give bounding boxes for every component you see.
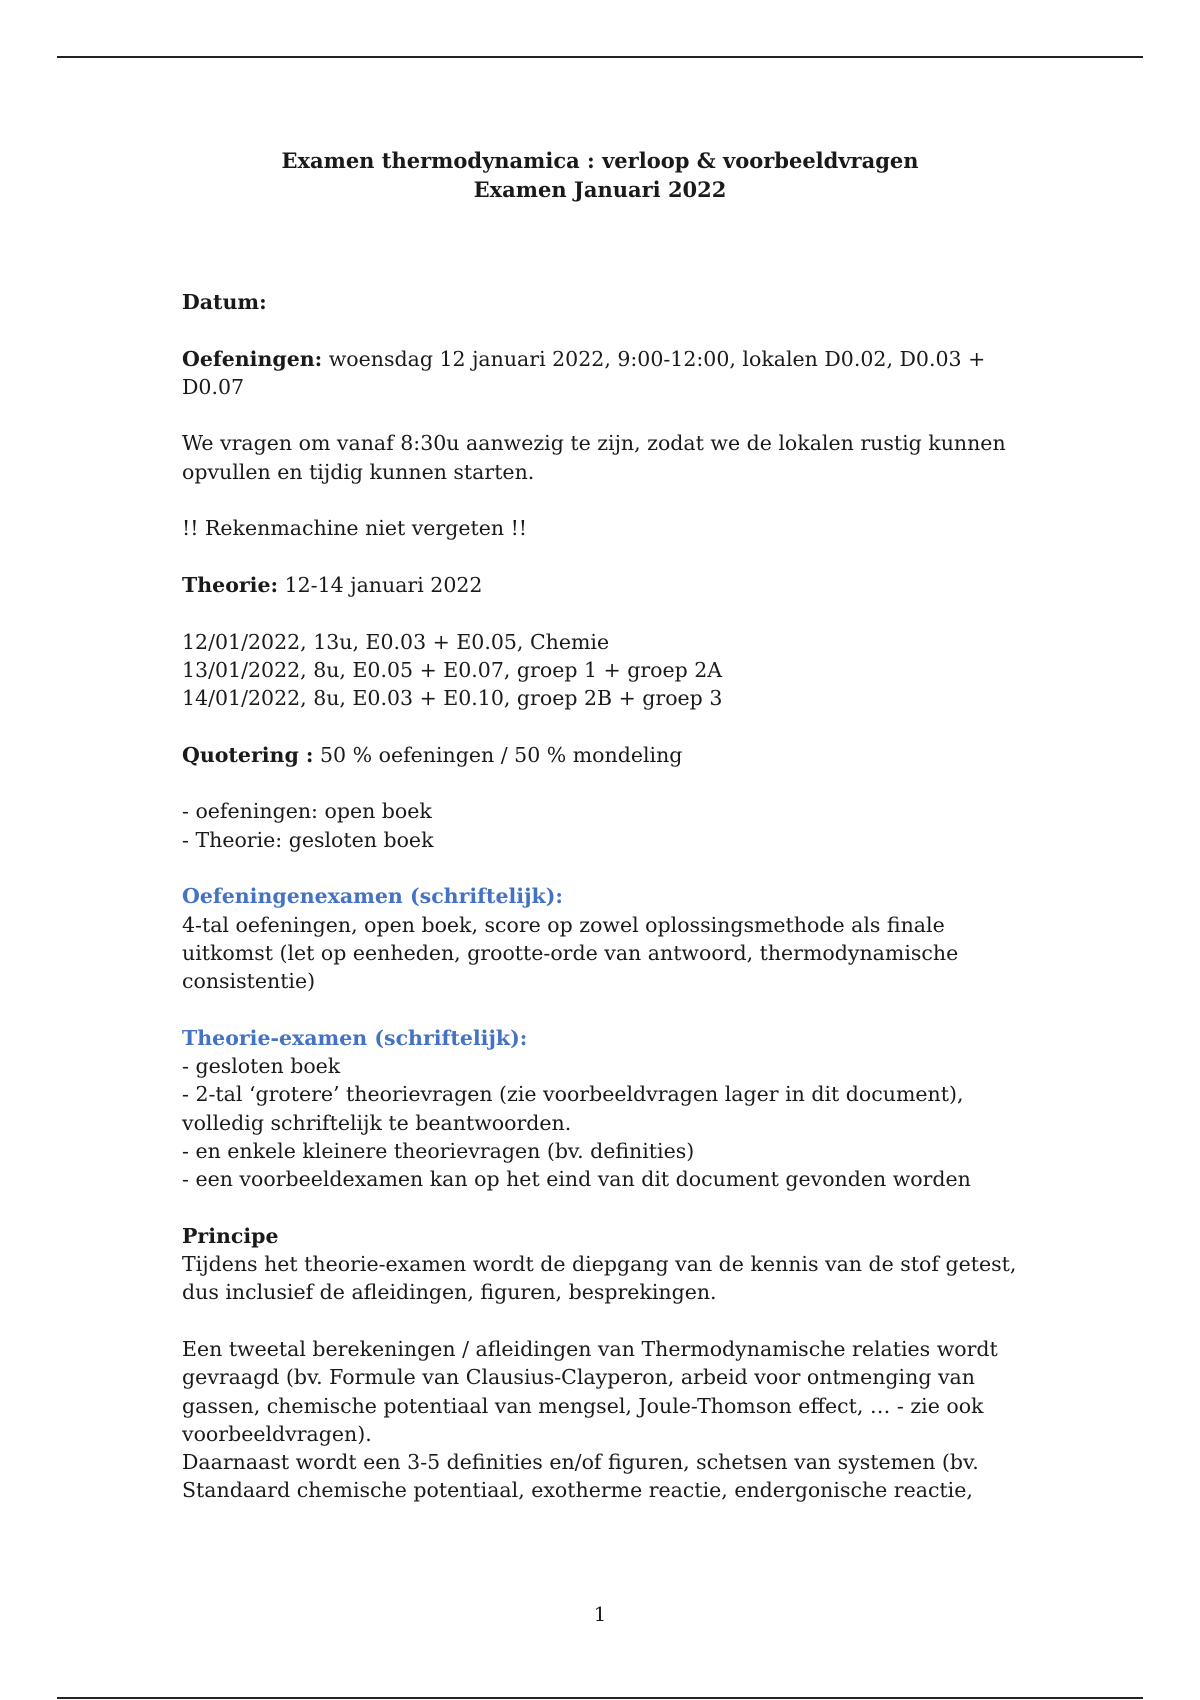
calculator-note: !! Rekenmachine niet vergeten !! <box>182 516 528 541</box>
principe-paragraph-2a: Een tweetal berekeningen / afleidingen van Thermodynamische relaties wordt gevraagd (bv. Formule van Clausius-Clayperon, arbeid voor ontmenging van gassen, chemische potentiaal van mengsel, Joule-Thomson effect, … - zie ook voorbeeldvragen). <box>182 1336 998 1446</box>
session-line: 14/01/2022, 8u, E0.03 + E0.10, groep 2B + groep 3 <box>182 686 723 711</box>
principe-paragraph-2 <box>182 1335 1022 1505</box>
session-line: 13/01/2022, 8u, E0.05 + E0.07, groep 1 + groep 2A <box>182 657 723 682</box>
theorie-label: Theorie: <box>182 572 279 597</box>
list-item: - oefeningen: open boek <box>182 799 432 824</box>
oefeningen-paragraph <box>182 345 1022 402</box>
top-rule <box>57 56 1143 58</box>
quotering-label: Quotering : <box>182 742 314 767</box>
oefeningen-label: Oefeningen: <box>182 346 323 371</box>
datum-paragraph <box>182 288 1022 316</box>
document-subtitle: Examen Januari 2022 <box>473 177 727 202</box>
theorie-paragraph <box>182 571 1022 599</box>
quotering-text: 50 % oefeningen / 50 % mondeling <box>313 742 683 767</box>
oefeningenexamen-section <box>182 882 1022 995</box>
page-number: 1 <box>593 1602 607 1626</box>
list-item: - 2-tal ‘grotere’ theorievragen (zie voorbeeldvragen lager in dit document), volledig schriftelijk te beantwoorden. <box>182 1082 964 1135</box>
session-line: 12/01/2022, 13u, E0.03 + E0.05, Chemie <box>182 629 610 654</box>
principe-paragraph-1: Tijdens het theorie-examen wordt de diepgang van de kennis van de stof getest, dus inclusief de afleidingen, figuren, besprekingen. <box>182 1252 1017 1305</box>
bottom-rule <box>57 1697 1143 1699</box>
datum-label: Datum: <box>182 290 267 314</box>
list-item: - Theorie: gesloten boek <box>182 827 434 852</box>
theorie-text: 12-14 januari 2022 <box>278 572 483 597</box>
oefeningenexamen-text: 4-tal oefeningen, open boek, score op zowel oplossingsmethode als finale uitkomst (let op eenheden, grootte-orde van antwoord, thermodynamische consistentie) <box>182 912 959 994</box>
document-title: Examen thermodynamica : verloop & voorbeeldvragen <box>281 148 919 173</box>
principe-section <box>182 1222 1022 1307</box>
oefeningenexamen-heading: Oefeningenexamen (schriftelijk): <box>182 884 563 909</box>
list-item: - gesloten boek <box>182 1054 341 1079</box>
list-item: - een voorbeeldexamen kan op het eind van dit document gevonden worden <box>182 1167 971 1192</box>
principe-heading: Principe <box>182 1223 279 1248</box>
principe-paragraph-2b: Daarnaast wordt een 3-5 definities en/of figuren, schetsen van systemen (bv. Standaard chemische potentiaal, exotherme reactie, endergonische reactie, <box>182 1450 979 1503</box>
theorie-sessions <box>182 628 1022 713</box>
document-body <box>182 288 1022 1505</box>
quotering-paragraph <box>182 741 1022 769</box>
list-item: - en enkele kleinere theorievragen (bv. definities) <box>182 1138 695 1163</box>
quotering-items <box>182 797 1022 854</box>
arrival-note: We vragen om vanaf 8:30u aanwezig te zijn, zodat we de lokalen rustig kunnen opvullen en tijdig kunnen starten. <box>182 431 1006 484</box>
theorie-examen-heading: Theorie-examen (schriftelijk): <box>182 1025 528 1050</box>
oefeningen-text: woensdag 12 januari 2022, 9:00-12:00, lokalen D0.02, D0.03 + D0.07 <box>182 346 986 399</box>
theorie-examen-section <box>182 1024 1022 1194</box>
document-header <box>0 146 1200 204</box>
